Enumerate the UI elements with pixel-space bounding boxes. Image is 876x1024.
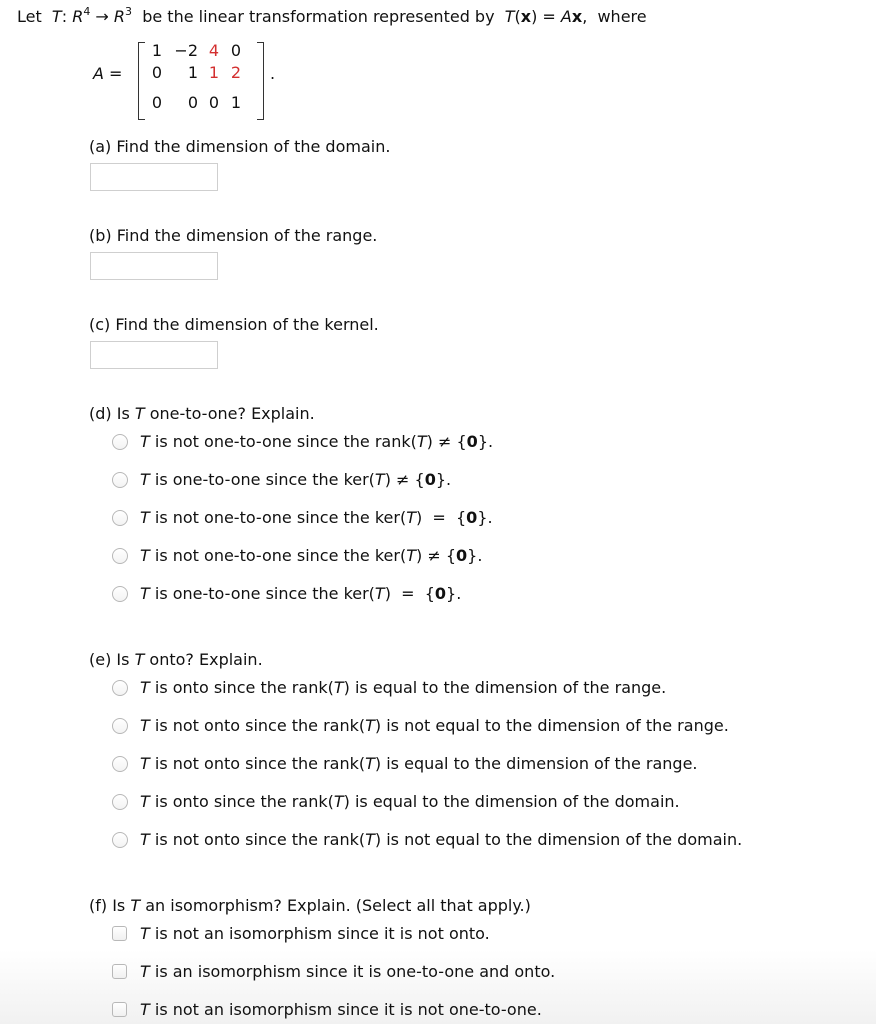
option-relation: ) = { [384, 584, 435, 603]
arrow-icon: → [95, 7, 109, 26]
zero-vector: 0 [466, 432, 478, 451]
checkbox[interactable] [112, 1002, 127, 1017]
radio-button[interactable] [112, 794, 128, 810]
radio-button[interactable] [112, 472, 128, 488]
option-T: T [140, 962, 150, 981]
option-relation: ) ≠ { [426, 432, 467, 451]
matrix-cell-highlighted: 1 [208, 63, 219, 82]
formula-x2: x [571, 7, 583, 26]
prompt-T: T [134, 650, 145, 669]
option-label [140, 962, 555, 981]
option-e-3[interactable] [112, 754, 698, 773]
formula-eq: ) = [531, 7, 561, 26]
option-e-1[interactable] [112, 678, 666, 697]
option-text: is not one-to-one since the ker( [149, 508, 407, 527]
prompt-prefix: (d) Is [89, 404, 135, 423]
option-text: is not onto since the rank( [149, 716, 366, 735]
formula-A: A [560, 7, 572, 26]
prompt-T: T [130, 896, 141, 915]
option-relation: ) ≠ { [384, 470, 425, 489]
matrix-cell: 0 [187, 93, 198, 112]
prompt-T: T [134, 404, 145, 423]
radio-button[interactable] [112, 510, 128, 526]
answer-a-input[interactable] [90, 163, 218, 191]
radio-button[interactable] [112, 548, 128, 564]
answer-c-input[interactable] [90, 341, 218, 369]
matrix-A [138, 40, 268, 120]
matrix-label: A = [93, 64, 123, 83]
question-c-prompt: (c) Find the dimension of the kernel. [89, 315, 379, 334]
codomain-space: R [113, 7, 126, 26]
radio-button[interactable] [112, 756, 128, 772]
codomain-exponent: 3 [125, 5, 133, 18]
option-T2: T [365, 830, 375, 849]
option-T: T [140, 546, 150, 565]
option-T2: T [406, 508, 416, 527]
option-label [140, 584, 461, 603]
domain-exponent: 4 [83, 5, 91, 18]
zero-vector: 0 [456, 546, 468, 565]
option-text: is one-to-one since the ker( [149, 470, 375, 489]
option-label [140, 1000, 542, 1019]
radio-button[interactable] [112, 586, 128, 602]
option-end: }. [467, 546, 483, 565]
option-rest: ) is not equal to the dimension of the domain. [374, 830, 743, 849]
right-bracket [257, 42, 264, 120]
zero-vector: 0 [434, 584, 447, 603]
prompt-suffix: onto? Explain. [144, 650, 263, 669]
option-rest: ) is equal to the dimension of the domain. [343, 792, 680, 811]
radio-button[interactable] [112, 718, 128, 734]
option-d-1[interactable] [112, 432, 493, 451]
matrix-cell: 1 [187, 63, 198, 82]
radio-button[interactable] [112, 832, 128, 848]
matrix-cell-highlighted: 2 [230, 63, 241, 82]
option-text: is not an isomorphism since it is not one-to-one. [149, 1000, 542, 1019]
checkbox[interactable] [112, 964, 127, 979]
matrix-cell-highlighted: 4 [208, 41, 219, 60]
prompt-prefix: (e) Is [89, 650, 135, 669]
zero-vector: 0 [466, 508, 478, 527]
checkbox[interactable] [112, 926, 127, 941]
option-e-5[interactable] [112, 830, 742, 849]
option-T: T [140, 792, 150, 811]
option-label [140, 508, 493, 527]
option-text: is not onto since the rank( [149, 830, 366, 849]
problem-statement [17, 7, 647, 26]
option-label [140, 716, 729, 735]
matrix-cell: 0 [151, 63, 162, 82]
question-b-prompt: (b) Find the dimension of the range. [89, 226, 378, 245]
option-d-4[interactable] [112, 546, 482, 565]
option-T2: T [333, 678, 344, 697]
option-text: is not one-to-one since the rank( [149, 432, 417, 451]
option-text: is not onto since the rank( [149, 754, 366, 773]
matrix-cell: 1 [151, 41, 162, 60]
formula-T: T [504, 7, 515, 26]
option-text: is onto since the rank( [149, 792, 334, 811]
question-a-prompt: (a) Find the dimension of the domain. [89, 137, 391, 156]
option-d-5[interactable] [112, 584, 461, 603]
question-d-prompt [89, 404, 315, 423]
option-label [140, 678, 666, 697]
option-T: T [140, 1000, 150, 1019]
matrix-cell: 1 [230, 93, 241, 112]
option-T2: T [416, 432, 427, 451]
matrix-cell: 0 [230, 41, 241, 60]
option-f-2[interactable] [112, 962, 555, 981]
option-rest: ) is equal to the dimension of the range. [374, 754, 698, 773]
question-e-prompt [89, 650, 263, 669]
option-T: T [140, 432, 150, 451]
option-label [140, 830, 742, 849]
answer-b-input[interactable] [90, 252, 218, 280]
intro-middle: be the linear transformation represented by [142, 7, 495, 26]
colon: : [61, 7, 68, 26]
option-rest: ) is equal to the dimension of the range. [343, 678, 667, 697]
map-symbol: T [51, 7, 62, 26]
matrix-period: . [270, 64, 276, 83]
zero-vector: 0 [424, 470, 436, 489]
domain-space: R [72, 7, 84, 26]
option-rest: ) is not equal to the dimension of the range. [374, 716, 729, 735]
option-f-3[interactable] [112, 1000, 542, 1019]
intro-prefix: Let [17, 7, 42, 26]
option-label [140, 754, 698, 773]
question-f-prompt [89, 896, 531, 915]
option-T: T [140, 716, 150, 735]
option-T2: T [333, 792, 344, 811]
option-T: T [140, 508, 150, 527]
option-T2: T [365, 716, 375, 735]
option-e-2[interactable] [112, 716, 729, 735]
option-T2: T [374, 470, 385, 489]
prompt-prefix: (f) Is [89, 896, 131, 915]
option-T: T [140, 830, 150, 849]
intro-suffix: , where [582, 7, 647, 26]
option-text: is an isomorphism since it is one-to-one and onto. [149, 962, 556, 981]
option-T: T [140, 678, 150, 697]
option-T: T [140, 470, 150, 489]
option-label [140, 432, 493, 451]
option-e-4[interactable] [112, 792, 680, 811]
radio-button[interactable] [112, 434, 128, 450]
option-text: is onto since the rank( [149, 678, 334, 697]
matrix-cell: 0 [208, 93, 219, 112]
option-label [140, 924, 490, 943]
option-T2: T [374, 584, 385, 603]
option-f-1[interactable] [112, 924, 490, 943]
option-end: }. [477, 432, 494, 451]
option-label [140, 792, 680, 811]
option-T2: T [365, 754, 375, 773]
option-d-2[interactable] [112, 470, 451, 489]
radio-button[interactable] [112, 680, 128, 696]
matrix-cell: −2 [174, 41, 198, 60]
formula-open: ( [514, 7, 521, 26]
option-end: }. [477, 508, 493, 527]
option-relation: ) ≠ { [416, 546, 456, 565]
option-T2: T [406, 546, 416, 565]
option-T: T [140, 754, 150, 773]
option-label [140, 546, 482, 565]
option-end: }. [435, 470, 452, 489]
option-label [140, 470, 451, 489]
option-T: T [140, 584, 150, 603]
option-end: }. [446, 584, 462, 603]
option-text: is one-to-one since the ker( [149, 584, 375, 603]
option-text: is not an isomorphism since it is not onto. [149, 924, 490, 943]
option-text: is not one-to-one since the ker( [149, 546, 407, 565]
formula-x: x [520, 7, 532, 26]
option-T: T [140, 924, 150, 943]
prompt-suffix: an isomorphism? Explain. (Select all that apply.) [140, 896, 531, 915]
matrix-cell: 0 [151, 93, 162, 112]
prompt-suffix: one-to-one? Explain. [144, 404, 315, 423]
option-relation: ) = { [416, 508, 467, 527]
option-d-3[interactable] [112, 508, 493, 527]
